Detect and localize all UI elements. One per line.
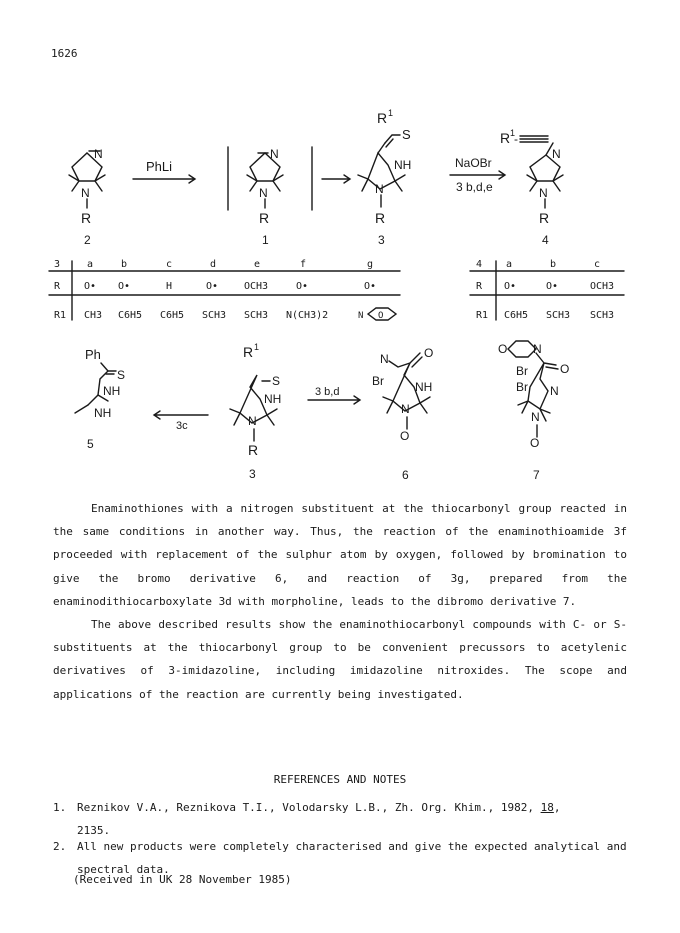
svg-text:f: f — [300, 259, 307, 270]
svg-text:a: a — [506, 259, 513, 270]
svg-text:R: R — [500, 130, 511, 146]
svg-text:1: 1 — [254, 342, 260, 352]
references-heading: REFERENCES AND NOTES — [273, 773, 407, 786]
svg-text:R: R — [539, 210, 550, 226]
reagent-3bd: 3 b,d — [315, 386, 340, 398]
svg-text:c: c — [166, 259, 173, 270]
svg-text:Br: Br — [516, 380, 528, 394]
svg-text:R: R — [375, 210, 386, 226]
reference-1-volume: 18 — [540, 801, 554, 814]
svg-text:O•: O• — [206, 281, 219, 292]
svg-text:N: N — [539, 186, 548, 200]
svg-text:N: N — [259, 186, 268, 200]
svg-text:N(CH3)2: N(CH3)2 — [286, 310, 329, 321]
svg-text:N: N — [248, 414, 257, 428]
svg-text:N: N — [531, 410, 540, 424]
svg-text:CH3: CH3 — [84, 310, 103, 321]
svg-text:Ph: Ph — [85, 347, 101, 362]
svg-text:R: R — [248, 442, 259, 458]
svg-text:O: O — [424, 346, 434, 360]
reagent-naobr: NaOBr — [455, 156, 492, 170]
svg-text:O: O — [498, 342, 508, 356]
svg-text:SCH3: SCH3 — [546, 310, 571, 321]
svg-text:SCH3: SCH3 — [590, 310, 615, 321]
svg-text:N: N — [550, 384, 559, 398]
svg-text:N: N — [380, 352, 389, 366]
svg-text:NH: NH — [94, 406, 112, 420]
svg-text:O: O — [560, 362, 570, 376]
svg-text:g: g — [367, 259, 374, 270]
svg-text:C6H5: C6H5 — [160, 310, 185, 321]
reference-2-number: 2. — [53, 840, 67, 853]
body-text — [53, 497, 627, 706]
received-note: (Received in UK 28 November 1985) — [73, 873, 292, 886]
paragraph-2: The above described results show the enaminothiocarbonyl compounds with C- or S-substituents at the thiocarbonyl group to be convenient precussors to acetylenic derivatives of 3-imidazoline, including imidazoline nitroxides. The scope and applications of the reaction are currently being investigated. — [53, 618, 627, 701]
svg-text:O•: O• — [364, 281, 377, 292]
label-1: 1 — [262, 233, 269, 247]
svg-text:Br: Br — [372, 374, 384, 388]
label-5: 5 — [87, 437, 94, 451]
svg-text:R1: R1 — [54, 310, 67, 321]
svg-text:O•: O• — [296, 281, 309, 292]
svg-text:NH: NH — [394, 158, 412, 172]
svg-text:R: R — [54, 281, 61, 292]
svg-text:1: 1 — [510, 128, 516, 138]
svg-text:OCH3: OCH3 — [590, 281, 615, 292]
svg-text:SCH3: SCH3 — [202, 310, 227, 321]
svg-text:d: d — [210, 259, 217, 270]
svg-text:N: N — [533, 342, 542, 356]
label-6: 6 — [402, 468, 409, 482]
svg-text:O•: O• — [546, 281, 559, 292]
table-4 — [476, 259, 614, 321]
svg-text:O: O — [400, 429, 410, 443]
svg-text:O•: O• — [84, 281, 97, 292]
svg-text:Br: Br — [516, 364, 528, 378]
table-3 — [54, 259, 383, 321]
svg-text:c: c — [594, 259, 601, 270]
svg-text:H: H — [166, 281, 173, 292]
svg-text:O•: O• — [118, 281, 131, 292]
svg-text:-: - — [514, 132, 518, 146]
reagent-naobr-cond: 3 b,d,e — [456, 180, 493, 194]
reference-1-comma: , — [553, 801, 561, 814]
svg-text:N: N — [375, 182, 384, 196]
reagent-phli: PhLi — [146, 159, 173, 174]
svg-text:N: N — [81, 186, 90, 200]
reagent-3c: 3c — [176, 420, 188, 432]
svg-text:OCH3: OCH3 — [244, 281, 269, 292]
svg-text:R: R — [243, 344, 254, 360]
svg-text:NH: NH — [103, 384, 121, 398]
svg-text:C6H5: C6H5 — [118, 310, 143, 321]
svg-text:O: O — [530, 436, 540, 450]
paragraph-1: Enaminothiones with a nitrogen substituent at the thiocarbonyl group reacted in the same conditions in another way. Thus, the reaction of the enaminothioamide 3f proceeded with replacement of the sulphur atom by oxygen, followed by bromination to give the bromo derivative 6, and reaction of 3g, prepared from the enaminodithiocarboxylate 3d with morpholine, leads to the dibromo derivative 7. — [53, 502, 627, 608]
svg-text:NH: NH — [415, 380, 433, 394]
svg-text:e: e — [254, 259, 261, 270]
svg-text:b: b — [550, 259, 557, 270]
svg-text:NH: NH — [264, 392, 282, 406]
svg-text:4: 4 — [476, 259, 483, 270]
page-number: 1626 — [51, 47, 78, 60]
label-3b: 3 — [249, 467, 256, 481]
label-3: 3 — [378, 233, 385, 247]
svg-text:S: S — [117, 368, 126, 382]
reference-2-text: All new products were completely characterised and give the expected analytical and spectral data. — [77, 840, 627, 877]
svg-text:SCH3: SCH3 — [244, 310, 269, 321]
svg-text:O•: O• — [504, 281, 517, 292]
svg-text:a: a — [87, 259, 94, 270]
svg-text:N: N — [270, 147, 279, 161]
label-2: 2 — [84, 233, 91, 247]
svg-text:S: S — [402, 127, 411, 142]
svg-text:N: N — [94, 147, 103, 161]
svg-text:N: N — [358, 311, 364, 321]
svg-text:3: 3 — [54, 259, 61, 270]
svg-text:R1: R1 — [476, 310, 489, 321]
svg-text:C6H5: C6H5 — [504, 310, 529, 321]
svg-text:R: R — [81, 210, 92, 226]
reference-1-text: Reznikov V.A., Reznikova T.I., Volodarsky L.B., Zh. Org. Khim., 1982, — [77, 801, 541, 814]
reference-1-number: 1. — [53, 801, 67, 814]
svg-text:1: 1 — [388, 108, 394, 118]
label-4: 4 — [542, 233, 549, 247]
svg-text:b: b — [121, 259, 128, 270]
compound-3b-structure — [230, 375, 277, 441]
svg-text:N: N — [552, 147, 561, 161]
svg-text:O: O — [378, 311, 384, 321]
reaction-scheme — [0, 95, 680, 485]
reference-1-pages: 2135. — [77, 824, 111, 838]
svg-text:S: S — [272, 374, 281, 388]
label-7: 7 — [533, 468, 540, 482]
svg-text:R: R — [259, 210, 270, 226]
svg-text:N: N — [401, 402, 410, 416]
svg-text:R: R — [377, 110, 388, 126]
svg-text:R: R — [476, 281, 483, 292]
